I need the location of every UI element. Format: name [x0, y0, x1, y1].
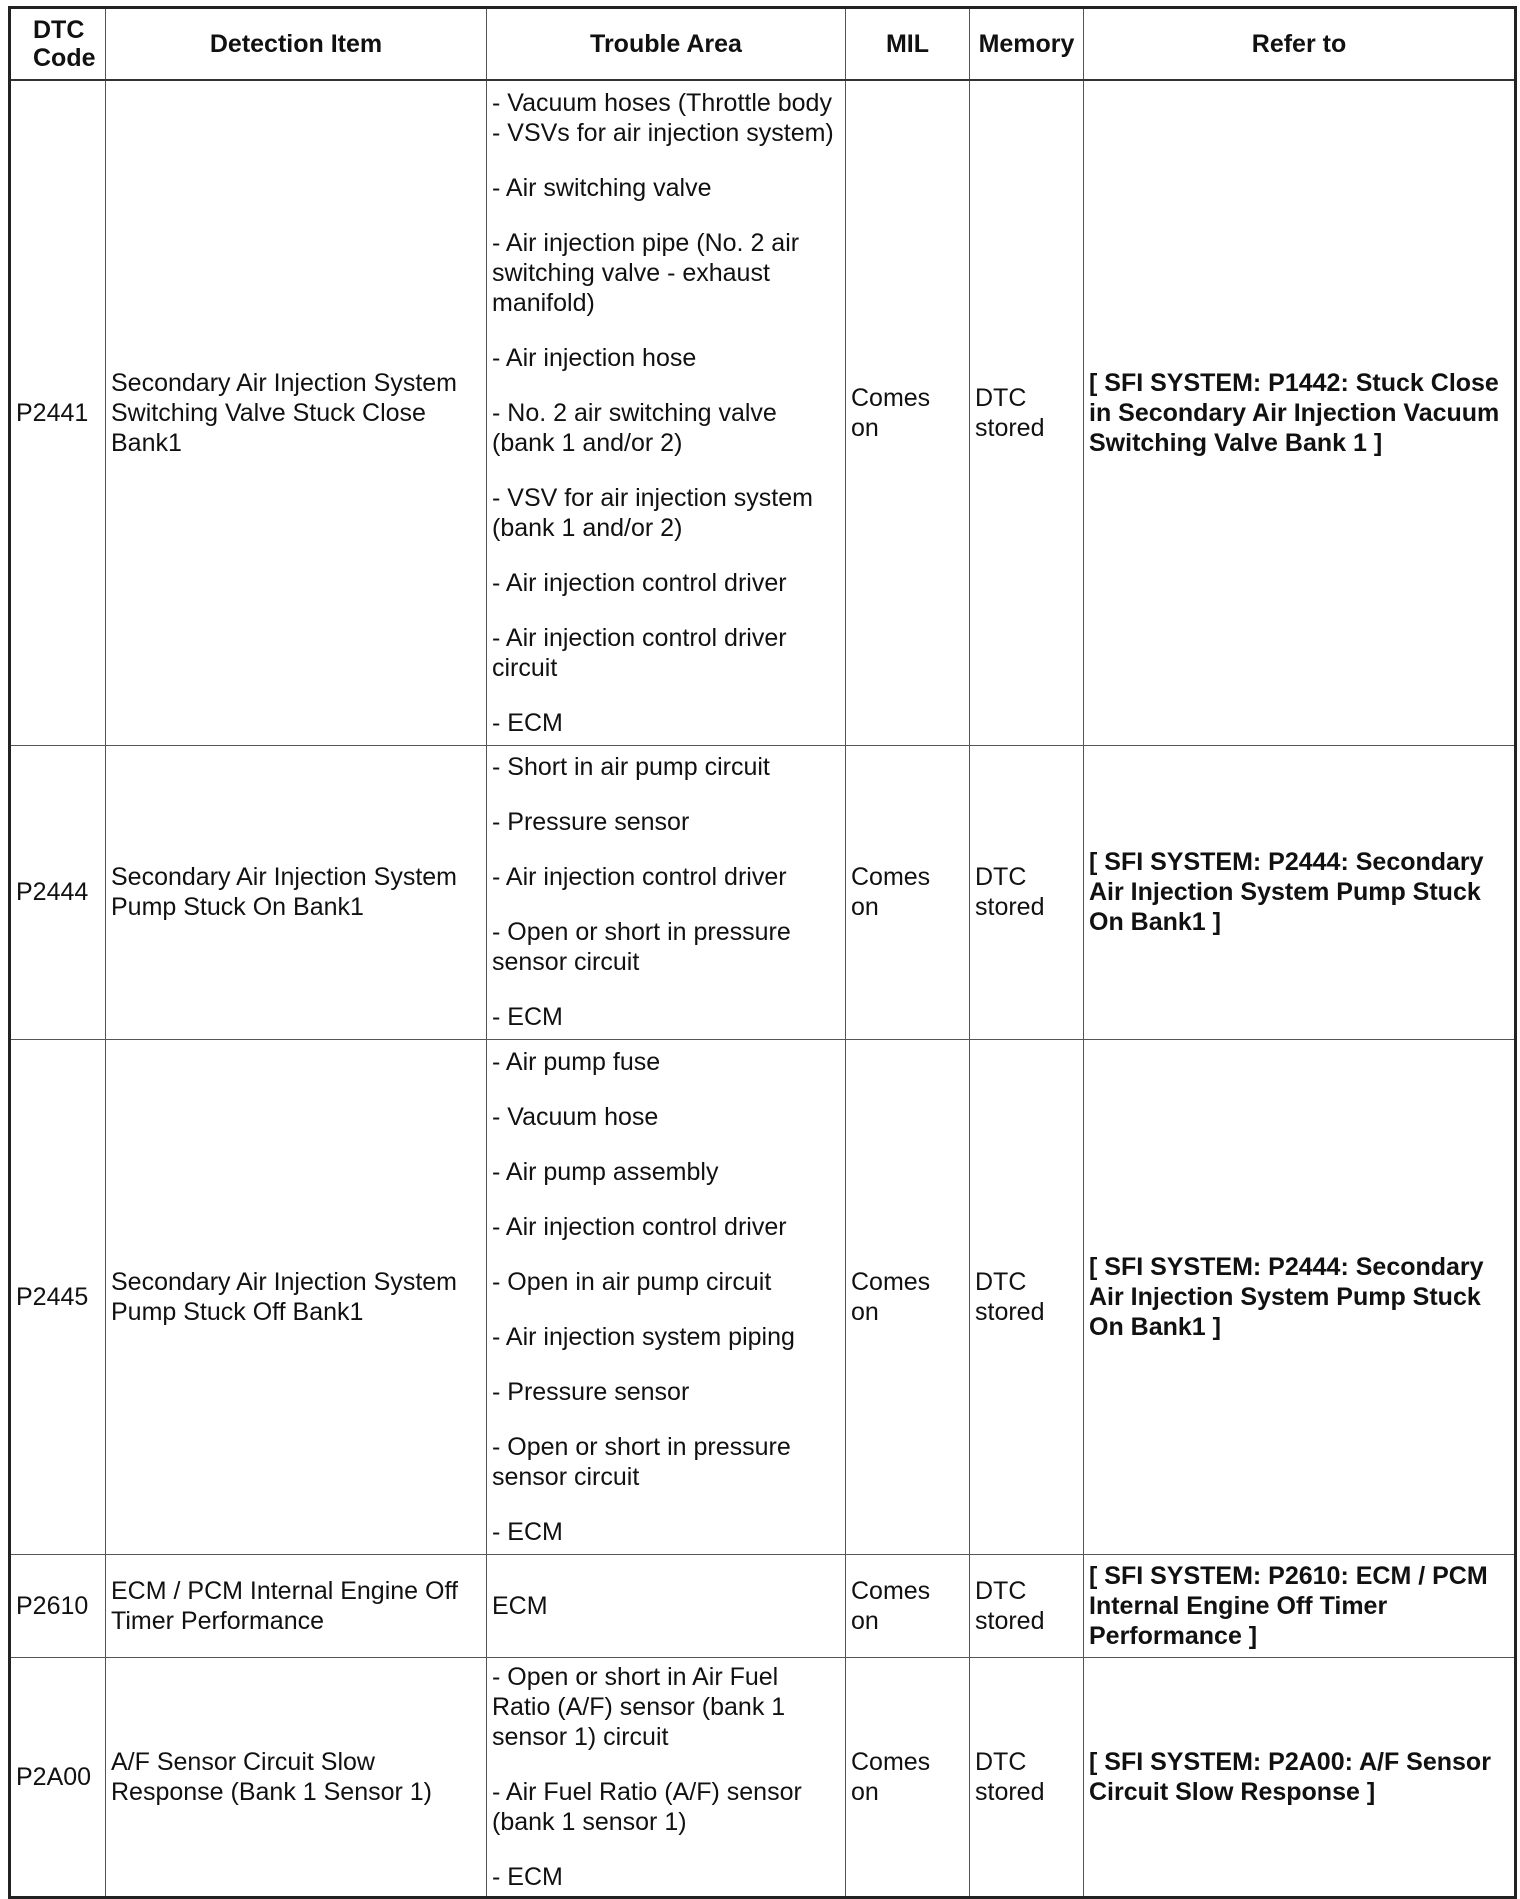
memory-cell: DTC stored: [970, 1039, 1084, 1554]
table-header-row: [10, 8, 1516, 81]
trouble-area-cell: [487, 80, 846, 745]
header-trouble-area: Trouble Area: [487, 8, 846, 81]
trouble-area-item: - Air injection control driver circuit: [492, 623, 787, 682]
trouble-area-item: - Vacuum hose: [492, 1102, 659, 1131]
memory-cell: DTC stored: [970, 1657, 1084, 1897]
trouble-area-item: - Air injection pipe (No. 2 air switching valve - exhaust manifold): [492, 228, 800, 317]
trouble-area-cell: [487, 745, 846, 1039]
mil-cell: Comes on: [846, 80, 970, 745]
refer-to-link[interactable]: [ SFI SYSTEM: P2A00: A/F Sensor Circuit Slow Response ]: [1084, 1657, 1516, 1897]
trouble-area-item: - Air switching valve: [492, 173, 712, 202]
trouble-area-item: - ECM: [492, 1862, 563, 1891]
detection-item-cell: Secondary Air Injection System Pump Stuck Off Bank1: [106, 1039, 487, 1554]
trouble-area-list: [492, 1662, 840, 1892]
trouble-area-item: - VSVs for air injection system): [492, 118, 834, 147]
trouble-area-item: - Short in air pump circuit: [492, 753, 770, 781]
trouble-area-item: - Air injection control driver: [492, 568, 787, 597]
table-row: [10, 1657, 1516, 1897]
dtc-code-cell: P2445: [10, 1039, 106, 1554]
table-row: [10, 1039, 1516, 1554]
trouble-area-item: - Air injection system piping: [492, 1322, 795, 1351]
header-mil: MIL: [846, 8, 970, 81]
trouble-area-item: - VSV for air injection system (bank 1 and/or 2): [492, 483, 813, 542]
table-row: [10, 745, 1516, 1039]
dtc-code-cell: P2444: [10, 745, 106, 1039]
table-row: [10, 80, 1516, 745]
header-memory: Memory: [970, 8, 1084, 81]
trouble-area-item: - ECM: [492, 708, 563, 737]
mil-cell: Comes on: [846, 745, 970, 1039]
trouble-area-item: - Vacuum hoses (Throttle body: [492, 88, 832, 117]
dtc-table: [8, 6, 1517, 1899]
refer-to-link[interactable]: [ SFI SYSTEM: P1442: Stuck Close in Secondary Air Injection Vacuum Switching Valve Bank 1 ]: [1084, 80, 1516, 745]
memory-cell: DTC stored: [970, 745, 1084, 1039]
detection-item-cell: ECM / PCM Internal Engine Off Timer Performance: [106, 1554, 487, 1657]
trouble-area-list: [492, 752, 840, 1032]
trouble-area-item: - Open in air pump circuit: [492, 1267, 772, 1296]
detection-item-cell: A/F Sensor Circuit Slow Response (Bank 1 Sensor 1): [106, 1657, 487, 1897]
trouble-area-cell: [487, 1039, 846, 1554]
header-refer-to: Refer to: [1084, 8, 1516, 81]
trouble-area-list: [492, 88, 840, 738]
trouble-area-cell: [487, 1657, 846, 1897]
trouble-area-item: - Air injection hose: [492, 343, 697, 372]
memory-cell: DTC stored: [970, 1554, 1084, 1657]
header-dtc-code: DTC Code: [10, 8, 106, 81]
detection-item-cell: Secondary Air Injection System Switching Valve Stuck Close Bank1: [106, 80, 487, 745]
trouble-area-item: - Air Fuel Ratio (A/F) sensor (bank 1 sensor 1): [492, 1777, 802, 1836]
table-row: [10, 1554, 1516, 1657]
dtc-code-cell: P2A00: [10, 1657, 106, 1897]
trouble-area-item: - Pressure sensor: [492, 808, 690, 836]
trouble-area-item: - Open or short in Air Fuel Ratio (A/F) sensor (bank 1 sensor 1) circuit: [492, 1662, 786, 1751]
detection-item-cell: Secondary Air Injection System Pump Stuck On Bank1: [106, 745, 487, 1039]
trouble-area-cell: ECM: [487, 1554, 846, 1657]
header-detection-item: Detection Item: [106, 8, 487, 81]
mil-cell: Comes on: [846, 1039, 970, 1554]
trouble-area-item: - Air injection control driver: [492, 863, 787, 891]
trouble-area-list: [492, 1047, 840, 1547]
trouble-area-item: - ECM: [492, 1517, 563, 1546]
memory-cell: DTC stored: [970, 80, 1084, 745]
trouble-area-item: - Open or short in pressure sensor circuit: [492, 918, 791, 976]
refer-to-link[interactable]: [ SFI SYSTEM: P2610: ECM / PCM Internal Engine Off Timer Performance ]: [1084, 1554, 1516, 1657]
mil-cell: Comes on: [846, 1657, 970, 1897]
trouble-area-item: - ECM: [492, 1003, 563, 1031]
trouble-area-item: - Air pump fuse: [492, 1047, 661, 1076]
trouble-area-item: - Pressure sensor: [492, 1377, 690, 1406]
refer-to-link[interactable]: [ SFI SYSTEM: P2444: Secondary Air Injection System Pump Stuck On Bank1 ]: [1084, 1039, 1516, 1554]
mil-cell: Comes on: [846, 1554, 970, 1657]
dtc-code-cell: P2610: [10, 1554, 106, 1657]
refer-to-link[interactable]: [ SFI SYSTEM: P2444: Secondary Air Injection System Pump Stuck On Bank1 ]: [1084, 745, 1516, 1039]
trouble-area-item: - Open or short in pressure sensor circuit: [492, 1432, 791, 1491]
trouble-area-item: - Air injection control driver: [492, 1212, 787, 1241]
dtc-code-cell: P2441: [10, 80, 106, 745]
trouble-area-item: - Air pump assembly: [492, 1157, 719, 1186]
trouble-area-item: - No. 2 air switching valve (bank 1 and/or 2): [492, 398, 777, 457]
